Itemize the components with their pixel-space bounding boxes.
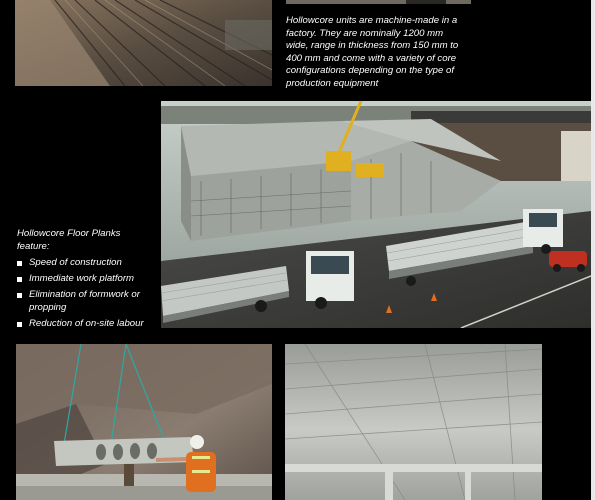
feature-item-line: propping <box>29 301 67 313</box>
square-bullet-icon <box>17 277 22 282</box>
square-bullet-icon <box>17 293 22 298</box>
caption-line: configurations depending on the type of <box>286 65 455 77</box>
caption-line: 400 mm and come with a variety of core <box>286 52 457 64</box>
feature-item <box>17 289 162 314</box>
top-caption <box>286 15 476 91</box>
caption-line: production equipment <box>286 77 379 89</box>
square-bullet-icon <box>17 322 22 327</box>
caption-line: wide, range in thickness from 150 mm to <box>286 40 459 52</box>
feature-block <box>17 228 162 334</box>
feature-item-line: Immediate work platform <box>29 273 135 285</box>
feature-item <box>17 257 162 270</box>
plank-lifting-photo <box>16 344 272 500</box>
feature-item <box>17 318 162 331</box>
feature-item-line: Speed of construction <box>29 257 122 269</box>
heading-line: feature: <box>17 240 50 252</box>
feature-item-line: Reduction of on-site labour <box>29 318 144 330</box>
caption-line: factory. They are nominally 1200 mm <box>286 27 444 39</box>
hollowcore-soffit-photo <box>285 344 542 500</box>
feature-list <box>17 257 162 330</box>
construction-site-photo <box>161 101 591 328</box>
factory-production-bed-photo <box>15 0 272 86</box>
caption-line: Hollowcore units are machine-made in a <box>286 15 458 26</box>
feature-item-line: Elimination of formwork or <box>29 289 140 301</box>
factory-tool-photo <box>286 0 471 4</box>
feature-item <box>17 273 162 286</box>
page-edge <box>591 0 595 500</box>
heading-line: Hollowcore Floor Planks <box>17 228 121 239</box>
feature-heading <box>17 228 162 253</box>
square-bullet-icon <box>17 261 22 266</box>
